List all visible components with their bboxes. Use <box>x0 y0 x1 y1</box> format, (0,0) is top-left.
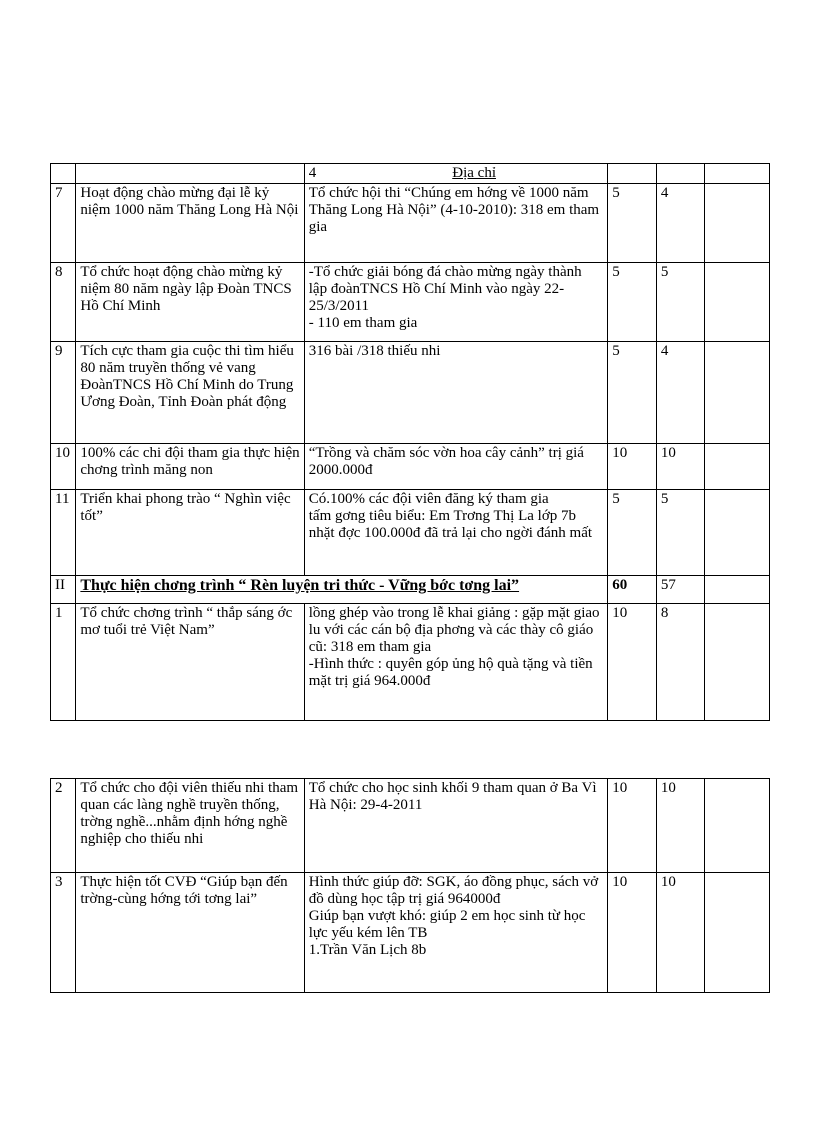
note-cell <box>705 873 770 993</box>
score-cell: 10 <box>608 873 657 993</box>
table-header-row <box>51 164 770 184</box>
stt-cell: 7 <box>51 184 76 263</box>
score-cell: 5 <box>608 263 657 342</box>
score-cell: 5 <box>608 342 657 444</box>
table-row <box>51 184 770 263</box>
detail-cell: Tổ chức hội thi “Chúng em hớng về 1000 năm Thăng Long Hà Nội” (4-10-2010): 318 em tham gia <box>304 184 607 263</box>
activity-cell: Tích cực tham gia cuộc thi tìm hiểu 80 năm truyền thống vẻ vang ĐoànTNCS Hồ Chí Minh do Trung Ương Đoàn, Tỉnh Đoàn phát động <box>76 342 304 444</box>
score-cell: 5 <box>656 490 705 576</box>
table-row <box>51 873 770 993</box>
note-cell <box>705 184 770 263</box>
score-cell: 10 <box>608 604 657 721</box>
stt-cell: 3 <box>51 873 76 993</box>
score-cell: 10 <box>656 873 705 993</box>
table-row <box>51 490 770 576</box>
section-title-cell <box>76 576 608 604</box>
stt-cell: 8 <box>51 263 76 342</box>
score-cell: 10 <box>656 444 705 490</box>
activity-cell: Tổ chức chơng trình “ thắp sáng ớc mơ tuổi trẻ Việt Nam” <box>76 604 304 721</box>
score-cell: 10 <box>656 779 705 873</box>
note-cell <box>705 444 770 490</box>
note-cell <box>705 576 770 604</box>
header-cell <box>51 164 76 184</box>
stt-cell: 11 <box>51 490 76 576</box>
note-cell <box>705 779 770 873</box>
score-cell: 5 <box>608 184 657 263</box>
stt-cell: 2 <box>51 779 76 873</box>
activity-cell: Triển khai phong trào “ Nghìn việc tốt” <box>76 490 304 576</box>
table-row <box>51 263 770 342</box>
activity-cell: Hoạt động chào mừng đại lễ kỷ niệm 1000 năm Thăng Long Hà Nội <box>76 184 304 263</box>
table-row <box>51 779 770 873</box>
detail-cell: lồng ghép vào trong lễ khai giảng : gặp mặt giao lu với các cán bộ địa phơng và các thày cô giáo cũ: 318 em tham gia -Hình thức : quyên góp ủng hộ quà tặng và tiền mặt trị giá 964.000đ <box>304 604 607 721</box>
header-cell <box>76 164 304 184</box>
table-row <box>51 604 770 721</box>
score-cell: 10 <box>608 444 657 490</box>
score-cell: 4 <box>656 342 705 444</box>
stt-cell: 1 <box>51 604 76 721</box>
stt-cell: II <box>51 576 76 604</box>
activity-cell: Thực hiện tốt CVĐ “Giúp bạn đến trờng-cùng hớng tới tơng lai” <box>76 873 304 993</box>
header-cell <box>608 164 657 184</box>
detail-cell: Có.100% các đội viên đăng ký tham gia tấm gơng tiêu biểu: Em Trơng Thị La lớp 7b nhặt đợc 100.000đ đã trả lại cho ngời đánh mất <box>304 490 607 576</box>
table-row <box>51 444 770 490</box>
activity-cell: 100% các chi đội tham gia thực hiện chơng trình măng non <box>76 444 304 490</box>
table-row <box>51 342 770 444</box>
note-cell <box>705 490 770 576</box>
header-number: 4 <box>308 165 317 181</box>
score-cell: 10 <box>608 779 657 873</box>
detail-cell: Hình thức giúp đỡ: SGK, áo đồng phục, sách vở đồ dùng học tập trị giá 964000đ Giúp bạn vượt khó: giúp 2 em học sinh từ học lực yếu kém lên TB 1.Trần Văn Lịch 8b <box>304 873 607 993</box>
score-cell: 4 <box>656 184 705 263</box>
detail-cell: “Trồng và chăm sóc vờn hoa cây cảnh” trị giá 2000.000đ <box>304 444 607 490</box>
activities-table-2 <box>50 778 770 993</box>
header-cell <box>705 164 770 184</box>
section-row <box>51 576 770 604</box>
header-cell-detail <box>304 164 607 184</box>
stt-cell: 10 <box>51 444 76 490</box>
header-address-label: Địa chỉ <box>452 165 496 181</box>
activities-table-1 <box>50 163 770 721</box>
activity-cell: Tổ chức hoạt động chào mừng kỷ niệm 80 năm ngày lập Đoàn TNCS Hồ Chí Minh <box>76 263 304 342</box>
note-cell <box>705 342 770 444</box>
score-cell: 60 <box>608 576 657 604</box>
score-cell: 8 <box>656 604 705 721</box>
detail-cell: 316 bài /318 thiếu nhi <box>304 342 607 444</box>
note-cell <box>705 263 770 342</box>
stt-cell: 9 <box>51 342 76 444</box>
detail-cell: -Tổ chức giải bóng đá chào mừng ngày thành lập đoànTNCS Hồ Chí Minh vào ngày 22-25/3/2011 - 110 em tham gia <box>304 263 607 342</box>
header-cell <box>656 164 705 184</box>
section-title: Thực hiện chơng trình “ Rèn luyện tri thức - Vững bớc tơng lai” <box>80 577 520 594</box>
activity-cell: Tổ chức cho đội viên thiếu nhi tham quan các làng nghề truyền thống, trờng nghề...nhằm định hớng nghề nghiệp cho thiếu nhi <box>76 779 304 873</box>
score-cell: 57 <box>656 576 705 604</box>
score-cell: 5 <box>656 263 705 342</box>
detail-cell: Tổ chức cho học sinh khối 9 tham quan ở Ba Vì Hà Nội: 29-4-2011 <box>304 779 607 873</box>
note-cell <box>705 604 770 721</box>
score-cell: 5 <box>608 490 657 576</box>
